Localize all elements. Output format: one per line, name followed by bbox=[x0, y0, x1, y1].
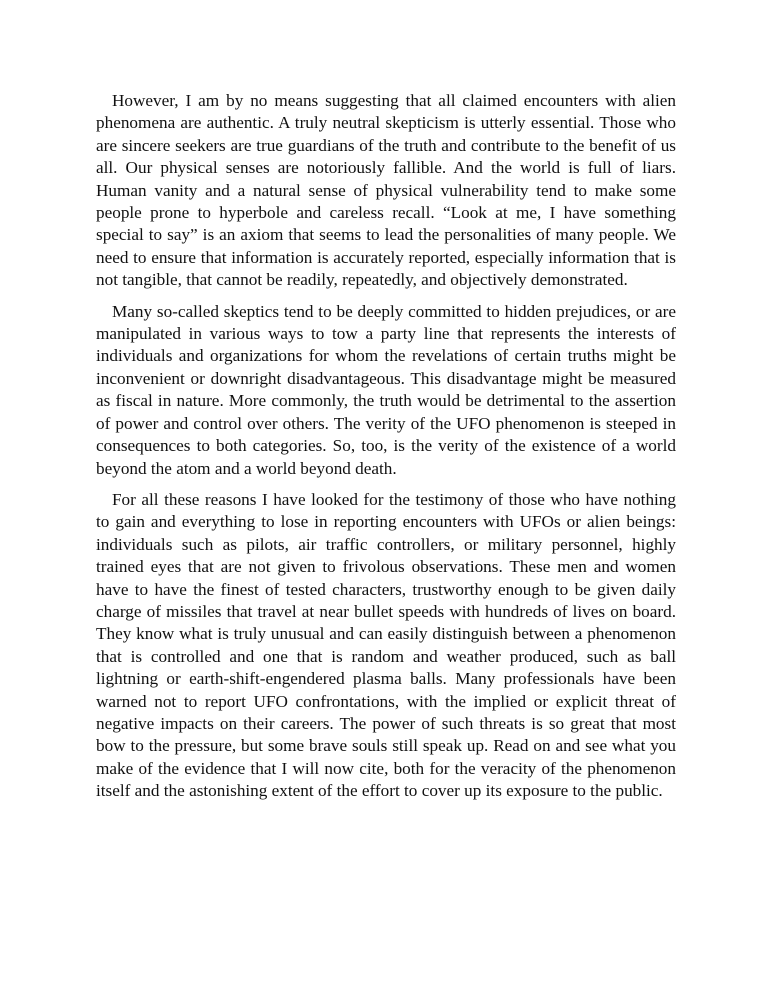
paragraph-2: Many so-called skeptics tend to be deeply committed to hidden prejudices, or are manipulated in various ways to tow a party line that represents the interests of individuals and organizations for whom the revelations of certain truths might be inconvenient or downright disadvantageous. This disadvantage might be measured as fiscal in nature. More commonly, the truth would be detrimental to the assertion of power and control over others. The verity of the UFO phenomenon is steeped in consequences to both categories. So, too, is the verity of the existence of a world beyond the atom and a world beyond death. bbox=[96, 301, 676, 478]
paragraph-3: For all these reasons I have looked for the testimony of those who have nothing to gain and everything to lose in reporting encounters with UFOs or alien beings: individuals such as pilots, air traffic controllers, or military personnel, highly trained eyes that are not given to frivolous observations. These men and women have to have the finest of tested characters, trustworthy enough to be given daily charge of missiles that travel at near bullet speeds with hundreds of lives on board. They know what is truly unusual and can easily distinguish between a phenomenon that is controlled and one that is random and weather produced, such as ball lightning or earth-shift-engendered plasma balls. Many professionals have been warned not to report UFO confrontations, with the implied or explicit threat of negative impacts on their careers. The power of such threats is so great that most bow to the pressure, but some brave souls still speak up. Read on and see what you make of the evidence that I will now cite, both for the veracity of the phenomenon itself and the astonishing extent of the effort to cover up its exposure to the public. bbox=[96, 489, 676, 801]
paragraph-1: However, I am by no means suggesting that all claimed encounters with alien phenomena are authentic. A truly neutral skepticism is utterly essential. Those who are sincere seekers are true guardians of the truth and contribute to the benefit of us all. Our physical senses are notoriously fallible. And the world is full of liars. Human vanity and a natural sense of physical vulnerability tend to make some people prone to hyperbole and careless recall. “Look at me, I have something special to say” is an axiom that seems to lead the personalities of many people. We need to ensure that information is accurately reported, especially information that is not tangible, that cannot be readily, repeatedly, and objectively demonstrated. bbox=[96, 91, 676, 290]
document-page bbox=[96, 90, 676, 812]
